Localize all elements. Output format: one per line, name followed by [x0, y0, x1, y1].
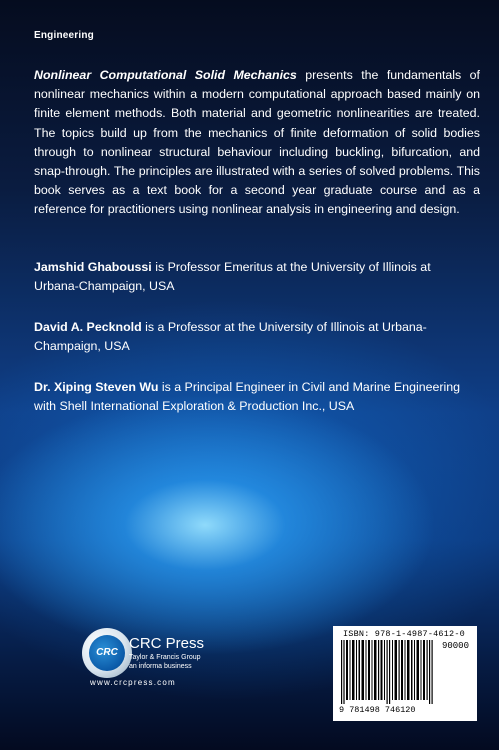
author-bio-2 — [34, 318, 474, 356]
author-name: Jamshid Ghaboussi — [34, 260, 152, 274]
author-bio-text: is Professor Emeritus at the University of Illinois at Urbana-Champaign, USA — [34, 260, 431, 294]
publisher-group: Taylor & Francis Group — [129, 654, 201, 661]
barcode-box — [333, 626, 477, 721]
author-bio-1 — [34, 258, 474, 296]
author-bio-text: is a Principal Engineer in Civil and Marine Engineering with Shell International Exploration & Production Inc., USA — [34, 380, 461, 414]
isbn-text: ISBN: 978-1-4987-4612-0 — [343, 629, 465, 639]
price-code: 90000 — [441, 641, 469, 651]
category-label: Engineering — [34, 30, 94, 41]
crc-press-logo-icon — [82, 628, 132, 678]
crc-logo-text: CRC — [89, 635, 125, 671]
book-title: Nonlinear Computational Solid Mechanics — [34, 68, 297, 82]
author-bio-text: is a Professor at the University of Illinois at Urbana-Champaign, USA — [34, 320, 427, 354]
barcode-digits: 9 781498 746120 — [339, 705, 416, 715]
author-name: David A. Pecknold — [34, 320, 142, 334]
barcode-bars-icon — [341, 640, 436, 704]
author-bio-3 — [34, 378, 474, 416]
author-name: Dr. Xiping Steven Wu — [34, 380, 159, 394]
publisher-name: CRC Press — [129, 635, 205, 652]
publisher-url: www.crcpress.com — [90, 678, 176, 687]
book-description-text: presents the fundamentals of nonlinear mechanics within a modern computational approach based mainly on finite element methods. Both material and geometric nonlinearities are treated. The topics build up from the mechanics of finite deformation of solid bodies through to nonlinear structural behaviour including buckling, bifurcation, and snap-through. The principles are illustrated with a series of solved problems. This book serves as a text book for a second year graduate course and as a reference for practitioners using nonlinear analysis in engineering and design. — [34, 68, 481, 217]
publisher-business: an informa business — [129, 663, 192, 670]
book-description — [34, 66, 480, 220]
